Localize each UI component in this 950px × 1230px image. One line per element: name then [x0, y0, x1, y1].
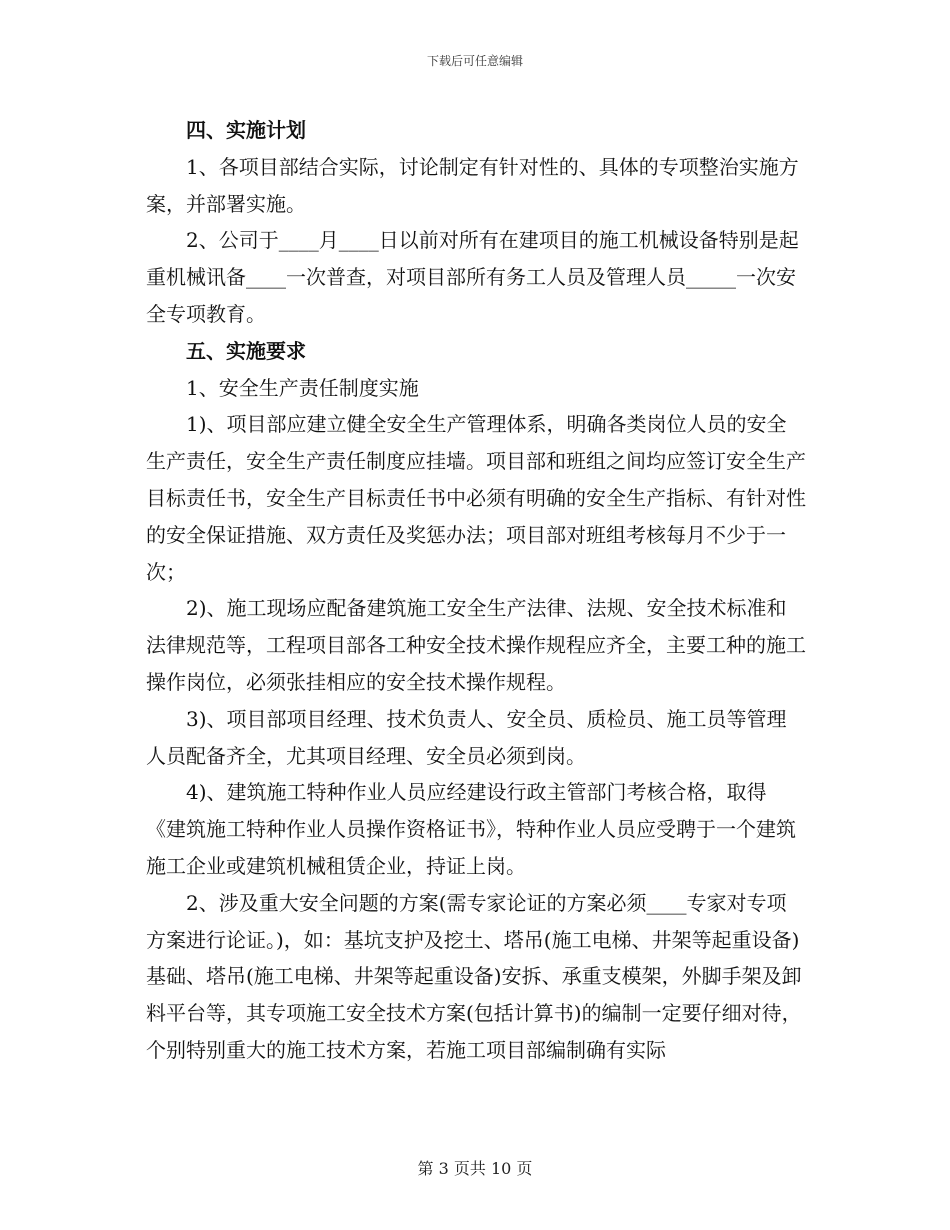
paragraph: 1、安全生产责任制度实施	[186, 375, 419, 400]
paragraph: 2、涉及重大安全问题的方案(需专家论证的方案必须____专家对专项方案进行论证。)，如：基坑支护及挖土、塔吊(施工电梯、井架等起重设备)基础、塔吊(施工电梯、井架等起重设备)安拆、承重支模架，外脚手架及卸料平台等，其专项施工安全技术方案(包括计算书)的编制一定要仔细对待，个别特别重大的施工技术方案，若施工项目部编制确有实际	[146, 890, 802, 1062]
document-body	[146, 112, 806, 1069]
header-note: 下载后可任意编辑	[426, 54, 523, 68]
paragraph: 4)、建筑施工特种作业人员应经建设行政主管部门考核合格，取得《建筑施工特种作业人员操作资格证书》，特种作业人员应受聘于一个建筑施工企业或建筑机械租赁企业，持证上岗。	[146, 780, 796, 878]
paragraph: 1)、项目部应建立健全安全生产管理体系，明确各类岗位人员的安全生产责任，安全生产责任制度应挂墙。项目部和班组之间均应签订安全生产目标责任书，安全生产目标责任书中必须有明确的安全生产指标、有针对性的安全保证措施、双方责任及奖惩办法；项目部对班组考核每月不少于一次；	[146, 412, 806, 584]
section-heading-implementation-plan: 四、实施计划	[186, 118, 306, 142]
paragraph: 1、各项目部结合实际，讨论制定有针对性的、具体的专项整治实施方案，并部署实施。	[146, 154, 799, 216]
section-heading-implementation-requirements: 五、实施要求	[186, 338, 306, 363]
paragraph: 2)、施工现场应配备建筑施工安全生产法律、法规、安全技术标准和法律规范等，工程项目部各工种安全技术操作规程应齐全，主要工种的施工操作岗位，必须张挂相应的安全技术操作规程。	[146, 596, 806, 694]
page-number-footer: 第 3 页共 10 页	[417, 1159, 533, 1178]
paragraph: 2、公司于____月____日以前对所有在建项目的施工机械设备特别是起重机械讯备____一次普查，对项目部所有务工人员及管理人员_____一次安全专项教育。	[146, 228, 799, 326]
paragraph: 3)、项目部项目经理、技术负责人、安全员、质检员、施工员等管理人员配备齐全，尤其项目经理、安全员必须到岗。	[146, 706, 787, 768]
